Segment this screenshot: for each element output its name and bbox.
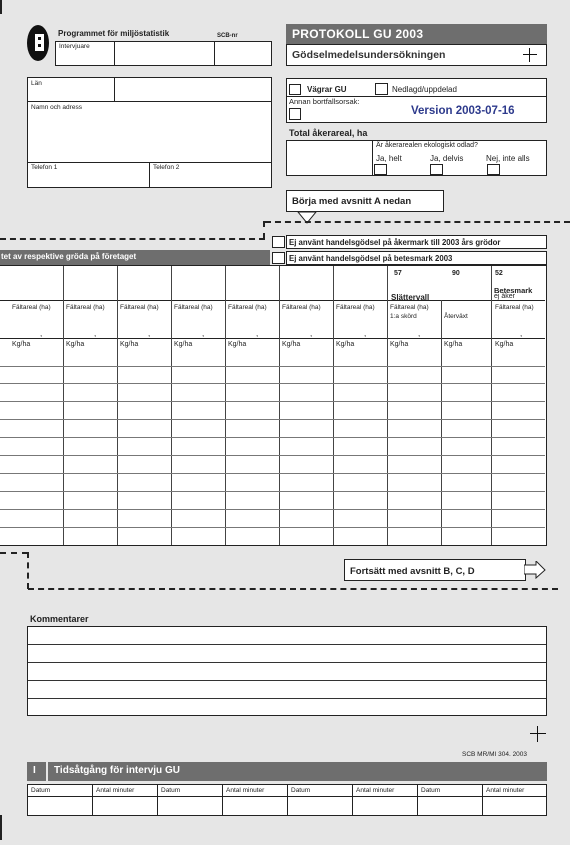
comment-line [28,662,546,663]
field-divider [214,42,215,65]
right-arrow-icon [524,561,546,579]
contact-box [27,77,272,188]
telefon2-label: Telefon 2 [153,164,180,171]
annan-label: Annan bortfallsorsak: [289,97,360,106]
table-row [0,491,545,492]
faltareal-header: Fältareal (ha) [12,304,51,311]
annan-checkbox[interactable] [289,108,301,120]
dashed-guide [27,552,29,589]
eko-question: Är åkerarealen ekologiskt odlad? [376,142,478,149]
time-header-cell [288,785,353,797]
program-label: Programmet för miljöstatistik [58,29,170,38]
dashed-guide [0,238,265,240]
datum-input[interactable] [28,797,93,815]
form-id: SCB MR/MI 304. 2003 [462,751,528,758]
dashed-guide [265,221,570,223]
ej-aker-row [286,235,547,249]
intervjuare-label: Intervjuare [59,43,90,50]
kgha-label: Kg/ha [66,341,85,348]
table-row [0,401,545,402]
decimal-comma: , [310,329,313,338]
table-row [0,366,545,367]
minutes-input[interactable] [483,797,546,815]
eko-opt3-label: Nej, inte alls [486,154,530,163]
table-row-divider [0,300,545,301]
datum-label: Datum [421,787,441,794]
col-line [387,266,388,545]
comments-box[interactable] [27,626,547,716]
status-box [286,78,547,123]
skord-label: 1:a skörd [390,313,417,320]
code-57: 57 [394,270,402,277]
ej-bete-checkbox[interactable] [272,252,285,264]
lan-extra-field[interactable] [115,78,271,102]
telefon2-field[interactable] [150,163,271,187]
datum-input[interactable] [288,797,353,815]
minutes-label: Antal minuter [96,787,135,794]
faltareal-header: Fältareal (ha) [282,304,321,311]
crop-header-label: tet av respektive gröda på företaget [1,252,137,261]
section-i-divider [46,762,48,781]
time-header-cell [28,785,93,797]
comment-line [28,644,546,645]
annan-divider [287,96,546,97]
eko-opt2-checkbox[interactable] [430,164,443,175]
start-section-a-label: Börja med avsnitt A nedan [292,196,412,207]
subtitle: Gödselmedelsundersökningen [292,49,446,61]
telefon1-field[interactable] [28,163,150,187]
vagrar-checkbox[interactable] [289,84,301,95]
dashed-guide [28,588,558,590]
scb-nr-label: SCB-nr [217,33,238,39]
faltareal-header: Fältareal (ha) [120,304,159,311]
datum-label: Datum [291,787,311,794]
eko-opt1-label: Ja, helt [376,154,402,163]
crop-header-bar [0,250,270,265]
datum-input[interactable] [158,797,223,815]
col-line [225,266,226,545]
table-row-divider [0,338,545,339]
minutes-label: Antal minuter [486,787,525,794]
subtitle-box [286,44,547,66]
protocol-title-bar [286,24,547,44]
decimal-comma: , [148,329,151,338]
ej-bete-label: Ej använt handelsgödsel på betesmark 2003 [289,254,453,263]
decimal-comma: , [202,329,205,338]
minutes-input[interactable] [93,797,158,815]
decimal-comma: , [94,329,97,338]
protocol-title: PROTOKOLL GU 2003 [292,27,424,41]
faltareal-header: Fältareal (ha) [336,304,375,311]
decimal-comma: , [418,329,421,338]
faltareal-header: Fältareal (ha) [390,304,429,311]
name-address-field[interactable] [28,102,271,163]
dashed-guide [0,552,28,554]
kgha-label: Kg/ha [228,341,247,348]
kgha-label: Kg/ha [282,341,301,348]
continue-label: Fortsätt med avsnitt B, C, D [350,566,475,577]
faltareal-header: Fältareal (ha) [228,304,267,311]
continue-box [344,559,526,581]
slattervall-label: Slättervall [391,293,430,302]
start-section-a-box [286,190,444,212]
table-row [0,509,545,510]
col-line [491,266,492,545]
kgha-label: Kg/ha [495,341,514,348]
nedlagd-label: Nedlagd/uppdelad [392,85,457,94]
betesmark-label: Betesmark [494,286,533,295]
section-i-title: Tidsåtgång för intervju GU [54,765,180,776]
minutes-label: Antal minuter [356,787,395,794]
time-table [27,784,547,816]
kgha-label: Kg/ha [12,341,31,348]
eko-opt1-checkbox[interactable] [374,164,387,175]
scb-logo [26,23,54,63]
table-row [0,383,545,384]
code-90: 90 [452,270,460,277]
version-label: Version 2003-07-16 [411,105,515,117]
decimal-comma: , [364,329,367,338]
time-header-cell [93,785,158,797]
table-row [0,419,545,420]
margin-mark-bottom [0,815,2,840]
decimal-comma: , [520,329,523,338]
field-divider [114,42,115,65]
code-52: 52 [495,270,503,277]
col-line [279,266,280,545]
intervjuare-field[interactable] [55,41,272,66]
total-area-box [286,140,547,176]
time-header-cell [353,785,418,797]
table-row [0,437,545,438]
col-line [333,266,334,545]
eko-opt2-label: Ja, delvis [430,154,464,163]
kgha-label: Kg/ha [174,341,193,348]
kgha-label: Kg/ha [444,341,463,348]
atervaxt-label: Återväxt [444,313,468,320]
crop-table [0,265,547,546]
crosshair-icon [530,726,546,742]
col-line [63,266,64,545]
section-i-bar [27,762,547,781]
lan-label: Län [31,80,42,87]
comments-title: Kommentarer [30,614,89,624]
dashed-guide [263,221,265,239]
col-line [171,266,172,545]
decimal-comma: , [40,329,43,338]
time-header-cell [483,785,546,797]
eko-opt3-checkbox[interactable] [487,164,500,175]
table-row [0,527,545,528]
kgha-label: Kg/ha [390,341,409,348]
time-header-cell [418,785,483,797]
faltareal-header: Fältareal (ha) [495,304,534,311]
minutes-input[interactable] [223,797,288,815]
datum-label: Datum [31,787,51,794]
datum-input[interactable] [418,797,483,815]
comment-line [28,698,546,699]
namn-label: Namn och adress [31,104,82,111]
time-header-cell [158,785,223,797]
comment-line [28,680,546,681]
lan-field[interactable] [28,78,115,102]
ej-aker-checkbox[interactable] [272,236,285,248]
ej-aker-sub-label: ej åker [494,293,516,300]
ej-aker-label: Ej använt handelsgödsel på åkermark till 2003 års grödor [289,238,501,247]
crosshair-icon [523,48,537,62]
time-header-cell [223,785,288,797]
decimal-comma: , [256,329,259,338]
telefon1-label: Telefon 1 [31,164,58,171]
faltareal-header: Fältareal (ha) [174,304,213,311]
kgha-label: Kg/ha [336,341,355,348]
table-row [0,455,545,456]
table-row [0,473,545,474]
kgha-label: Kg/ha [120,341,139,348]
section-i-letter: I [33,765,36,776]
nedlagd-checkbox[interactable] [375,83,388,95]
faltareal-header: Fältareal (ha) [66,304,105,311]
total-area-title: Total åkerareal, ha [289,128,368,138]
area-value-field[interactable] [287,141,373,175]
minutes-input[interactable] [353,797,418,815]
vagrar-label: Vägrar GU [307,85,347,94]
margin-mark-top [0,0,2,14]
minutes-label: Antal minuter [226,787,265,794]
ej-bete-row [286,251,547,265]
datum-label: Datum [161,787,181,794]
col-line [117,266,118,545]
